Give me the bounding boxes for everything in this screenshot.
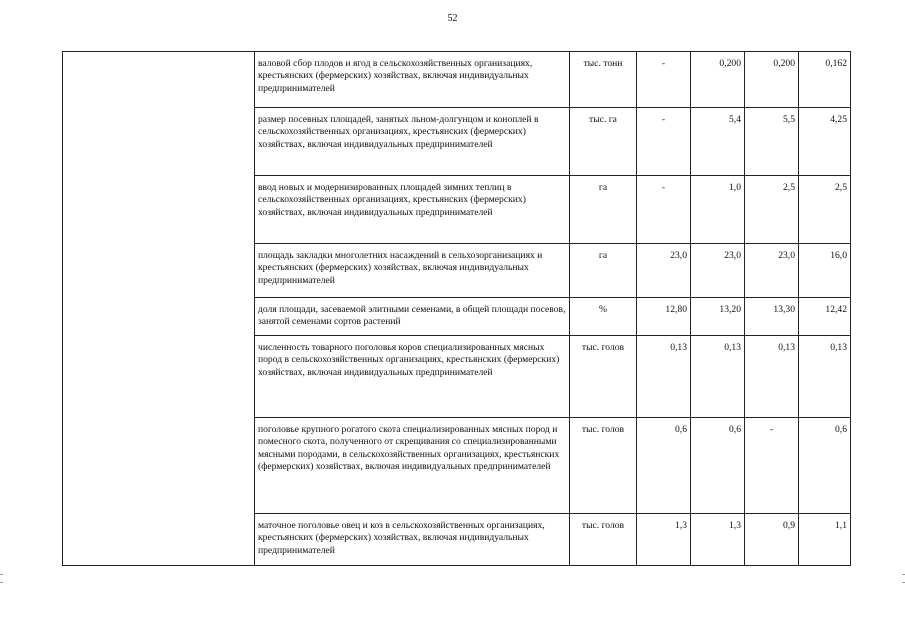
unit-cell: % xyxy=(570,298,637,336)
value-cell: 23,0 xyxy=(691,244,745,298)
value-cell: 12,80 xyxy=(637,298,691,336)
value-cell: 5,5 xyxy=(745,108,799,176)
value-cell: 13,30 xyxy=(745,298,799,336)
value-cell: 2,5 xyxy=(745,176,799,244)
value-cell: 0,6 xyxy=(691,418,745,514)
indicators-table xyxy=(62,51,851,566)
value-cell: - xyxy=(637,108,691,176)
page-number: 52 xyxy=(447,13,458,24)
value-cell: - xyxy=(637,52,691,108)
value-cell: 2,5 xyxy=(799,176,851,244)
indicator-cell: доля площади, засеваемой элитными семенами, в общей площади посевов, занятой семенами сортов растений xyxy=(255,298,570,336)
value-cell: 0,6 xyxy=(799,418,851,514)
value-cell: 0,13 xyxy=(691,336,745,418)
table-body xyxy=(63,52,851,566)
value-cell: - xyxy=(637,176,691,244)
indicator-cell: поголовье крупного рогатого скота специализированных мясных пород и помесного скота, полученного от скрещивания со специализированными мясными породами, в сельскохозяйственных организациях, крестьянских (фермерских) хозяйствах, включая индивидуальных предпринимателей xyxy=(255,418,570,514)
scan-edge-mark xyxy=(0,582,3,583)
empty-merged-cell xyxy=(63,52,255,566)
value-cell: 0,200 xyxy=(745,52,799,108)
value-cell: 16,0 xyxy=(799,244,851,298)
value-cell: 0,13 xyxy=(745,336,799,418)
value-cell: 0,9 xyxy=(745,514,799,566)
value-cell: 0,6 xyxy=(637,418,691,514)
unit-cell: га xyxy=(570,244,637,298)
value-cell: 5,4 xyxy=(691,108,745,176)
indicator-cell: маточное поголовье овец и коз в сельскохозяйственных организациях, крестьянских (фермерских) хозяйствах, включая индивидуальных предпринимателей xyxy=(255,514,570,566)
unit-cell: тыс. голов xyxy=(570,418,637,514)
value-cell: 1,1 xyxy=(799,514,851,566)
indicator-cell: размер посевных площадей, занятых льном-долгунцом и коноплей в сельскохозяйственных организациях, крестьянских (фермерских) хозяйствах, включая индивидуальных предпринимателей xyxy=(255,108,570,176)
indicator-cell: численность товарного поголовья коров специализированных мясных пород в сельскохозяйственных организациях, крестьянских (фермерских) хозяйствах, включая индивидуальных предпринимателей xyxy=(255,336,570,418)
value-cell: 23,0 xyxy=(745,244,799,298)
value-cell: 4,25 xyxy=(799,108,851,176)
value-cell: 1,3 xyxy=(637,514,691,566)
value-cell: 1,3 xyxy=(691,514,745,566)
value-cell: - xyxy=(745,418,799,514)
unit-cell: га xyxy=(570,176,637,244)
table-row xyxy=(63,52,851,108)
indicator-cell: ввод новых и модернизированных площадей зимних теплиц в сельскохозяйственных организациях, крестьянских (фермерских) хозяйствах, включая индивидуальных предпринимателей xyxy=(255,176,570,244)
indicator-cell: валовой сбор плодов и ягод в сельскохозяйственных организациях, крестьянских (фермерских) хозяйствах, включая индивидуальных предпринимателей xyxy=(255,52,570,108)
value-cell: 0,200 xyxy=(691,52,745,108)
unit-cell: тыс. голов xyxy=(570,336,637,418)
unit-cell: тыс. тонн xyxy=(570,52,637,108)
indicator-cell: площадь закладки многолетних насаждений в сельхозорганизациях и крестьянских (фермерских) хозяйствах, включая индивидуальных предпринимателей xyxy=(255,244,570,298)
value-cell: 12,42 xyxy=(799,298,851,336)
unit-cell: тыс. га xyxy=(570,108,637,176)
value-cell: 0,13 xyxy=(637,336,691,418)
value-cell: 13,20 xyxy=(691,298,745,336)
value-cell: 0,162 xyxy=(799,52,851,108)
value-cell: 0,13 xyxy=(799,336,851,418)
unit-cell: тыс. голов xyxy=(570,514,637,566)
scan-edge-mark xyxy=(0,574,3,575)
value-cell: 23,0 xyxy=(637,244,691,298)
value-cell: 1,0 xyxy=(691,176,745,244)
